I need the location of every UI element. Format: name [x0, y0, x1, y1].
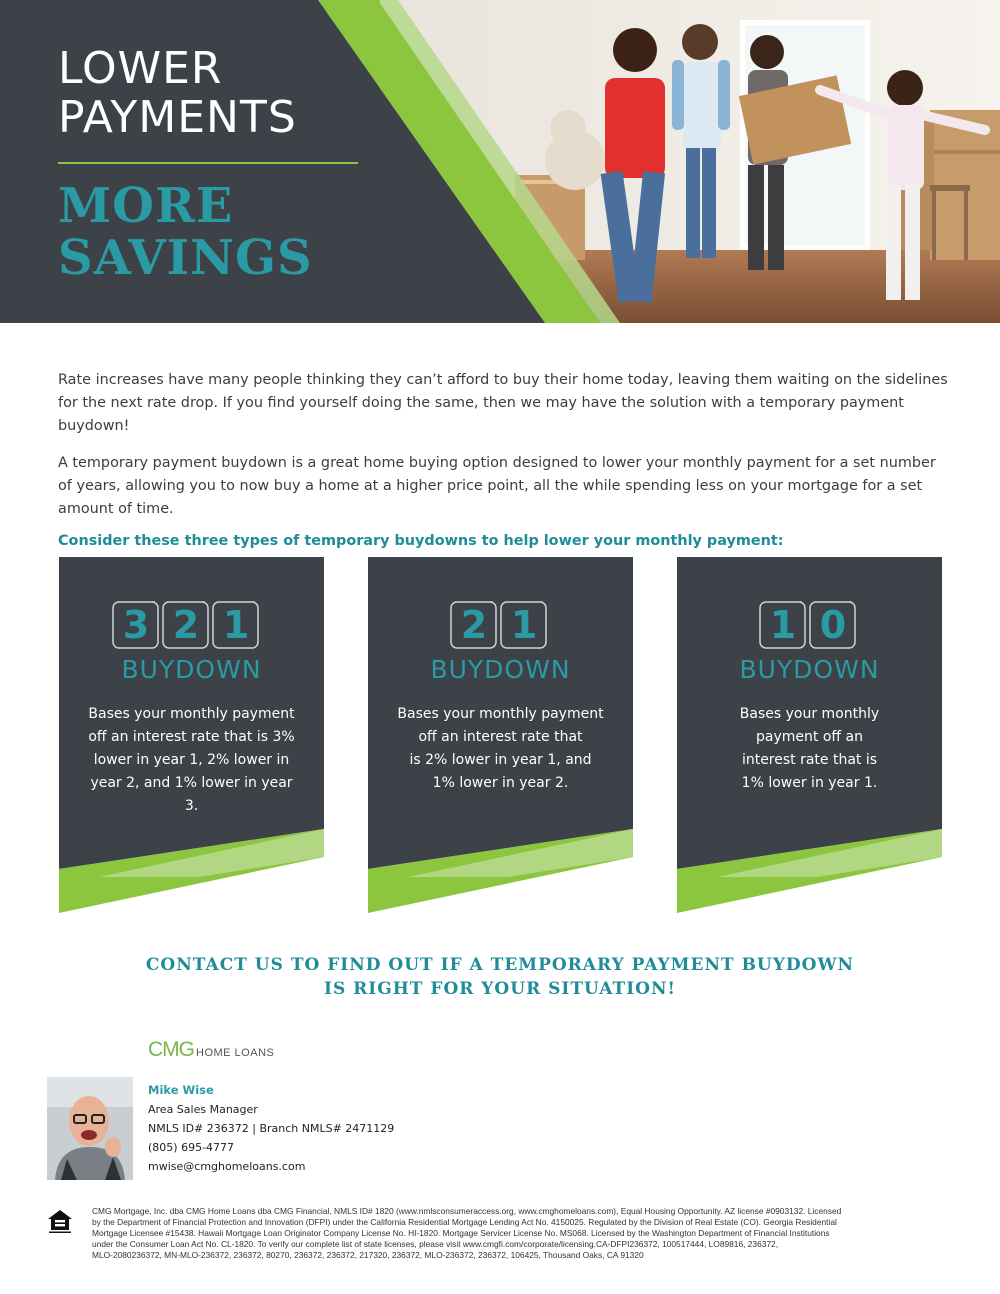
legal-line: under the Consumer Loan Act No. CL-1820. To verify our complete list of state licenses, please visit www.cmgfi.com/corporate/licensing.CA-DFPI236372, 100517444, LO89816, 236372,	[92, 1239, 779, 1249]
legal-line: CMG Mortgage, Inc. dba CMG Home Loans dba CMG Financial, NMLS ID# 1820 (www.nmlsconsumeraccess.org, www.cmghomeloans.com), Equal Housing Opportunity. AZ license #0903132. Licensed	[92, 1206, 842, 1216]
card-description	[392, 703, 609, 795]
digit-0: 0	[819, 603, 847, 647]
digit-1: 1	[222, 603, 250, 647]
logo-home-loans: HOME LOANS	[196, 1047, 275, 1059]
contact-title: Area Sales Manager	[148, 1103, 258, 1116]
loan-officer-photo	[47, 1077, 133, 1180]
contact-info	[148, 1081, 394, 1176]
card-text-line: interest rate that is	[741, 752, 878, 768]
headline-divider	[58, 162, 358, 164]
buydown-card-321	[59, 557, 324, 913]
legal-disclaimer	[92, 1206, 932, 1261]
consider-heading: Consider these three types of temporary buydowns to help lower your monthly payment:	[58, 533, 784, 549]
card-text-line: is 2% lower in year 1, and	[409, 752, 592, 768]
hero-banner	[0, 0, 1000, 323]
digit-tiles	[59, 601, 324, 649]
buydown-card-10	[677, 557, 942, 913]
contact-name: Mike Wise	[148, 1083, 214, 1097]
card-text-line: Bases your monthly	[739, 706, 880, 722]
intro-paragraph-2: A temporary payment buydown is a great home buying option designed to lower your monthly payment for a set number of years, allowing you to now buy a home at a higher price point, all the while spending less on your mortgage for a set amount of time.	[58, 455, 936, 517]
card-text-line: year 2, and 1% lower in year 3.	[90, 775, 293, 814]
digit-2: 2	[172, 603, 200, 647]
headline-more: MORE	[58, 178, 234, 234]
cmg-logo	[148, 1038, 274, 1062]
digit-tile-frames	[368, 601, 633, 649]
headline-savings: SAVINGS	[58, 230, 313, 286]
card-description	[83, 703, 300, 818]
digit-tiles	[368, 601, 633, 649]
card-text-line: 1% lower in year 1.	[741, 775, 878, 791]
hero-headline	[58, 44, 378, 284]
contact-nmls: NMLS ID# 236372 | Branch NMLS# 2471129	[148, 1122, 395, 1135]
card-title: BUYDOWN	[739, 655, 880, 684]
card-text-line: Bases your monthly payment	[397, 706, 604, 722]
digit-2: 2	[460, 603, 488, 647]
intro-section	[58, 369, 948, 549]
card-text-line: off an interest rate that is 3%	[88, 729, 295, 745]
card-title: BUYDOWN	[121, 655, 262, 684]
digit-3: 3	[122, 603, 150, 647]
card-text-line: off an interest rate that	[418, 729, 583, 745]
card-text-line: Bases your monthly payment	[88, 706, 295, 722]
digit-1: 1	[769, 603, 797, 647]
digit-1: 1	[510, 603, 538, 647]
card-description	[701, 703, 918, 795]
cta-line-2: IS RIGHT FOR YOUR SITUATION!	[324, 979, 676, 999]
card-text-line: lower in year 1, 2% lower in	[93, 752, 290, 768]
headline-lower: LOWER	[58, 43, 223, 94]
legal-line: by the Department of Financial Protection and Innovation (DFPI) under the California Residential Mortgage Lending Act No. 4150025. Regulated by the Division of Real Estate (CO). Georgia Residential	[92, 1217, 837, 1227]
buydown-card-21	[368, 557, 633, 913]
call-to-action	[0, 953, 1000, 1001]
logo-cmg: CMG	[148, 1038, 194, 1061]
contact-phone[interactable]: (805) 695-4777	[148, 1141, 235, 1154]
headline-payments: PAYMENTS	[58, 92, 297, 143]
intro-paragraph-1: Rate increases have many people thinking they can’t afford to buy their home today, leaving them waiting on the sidelines for the next rate drop. If you find yourself doing the same, then we may have the solution with a temporary payment buydown!	[58, 372, 948, 434]
cta-line-1: CONTACT US TO FIND OUT IF A TEMPORARY PAYMENT BUYDOWN	[145, 955, 855, 975]
card-title: BUYDOWN	[430, 655, 571, 684]
digit-tile-frames	[677, 601, 942, 649]
legal-line: MLO-2080236372, MN-MLO-236372, 236372, 80270, 236372, 236372, 217320, 236372, MLO-236372, 236372, 106425, Thousand Oaks, CA 91320	[92, 1250, 644, 1260]
equal-housing-icon	[47, 1208, 73, 1234]
card-text-line: 1% lower in year 2.	[432, 775, 569, 791]
avatar	[47, 1077, 133, 1180]
contact-email[interactable]: mwise@cmghomeloans.com	[148, 1160, 306, 1173]
card-text-line: payment off an	[756, 729, 863, 745]
digit-tiles	[677, 601, 942, 649]
legal-line: Mortgage Licensee #15438. Hawaii Mortgage Loan Originator Company License No. HI-1820. Mortgage Servicer License No. MS068. Licensed by the Washington Department of Financial Institutions	[92, 1228, 830, 1238]
